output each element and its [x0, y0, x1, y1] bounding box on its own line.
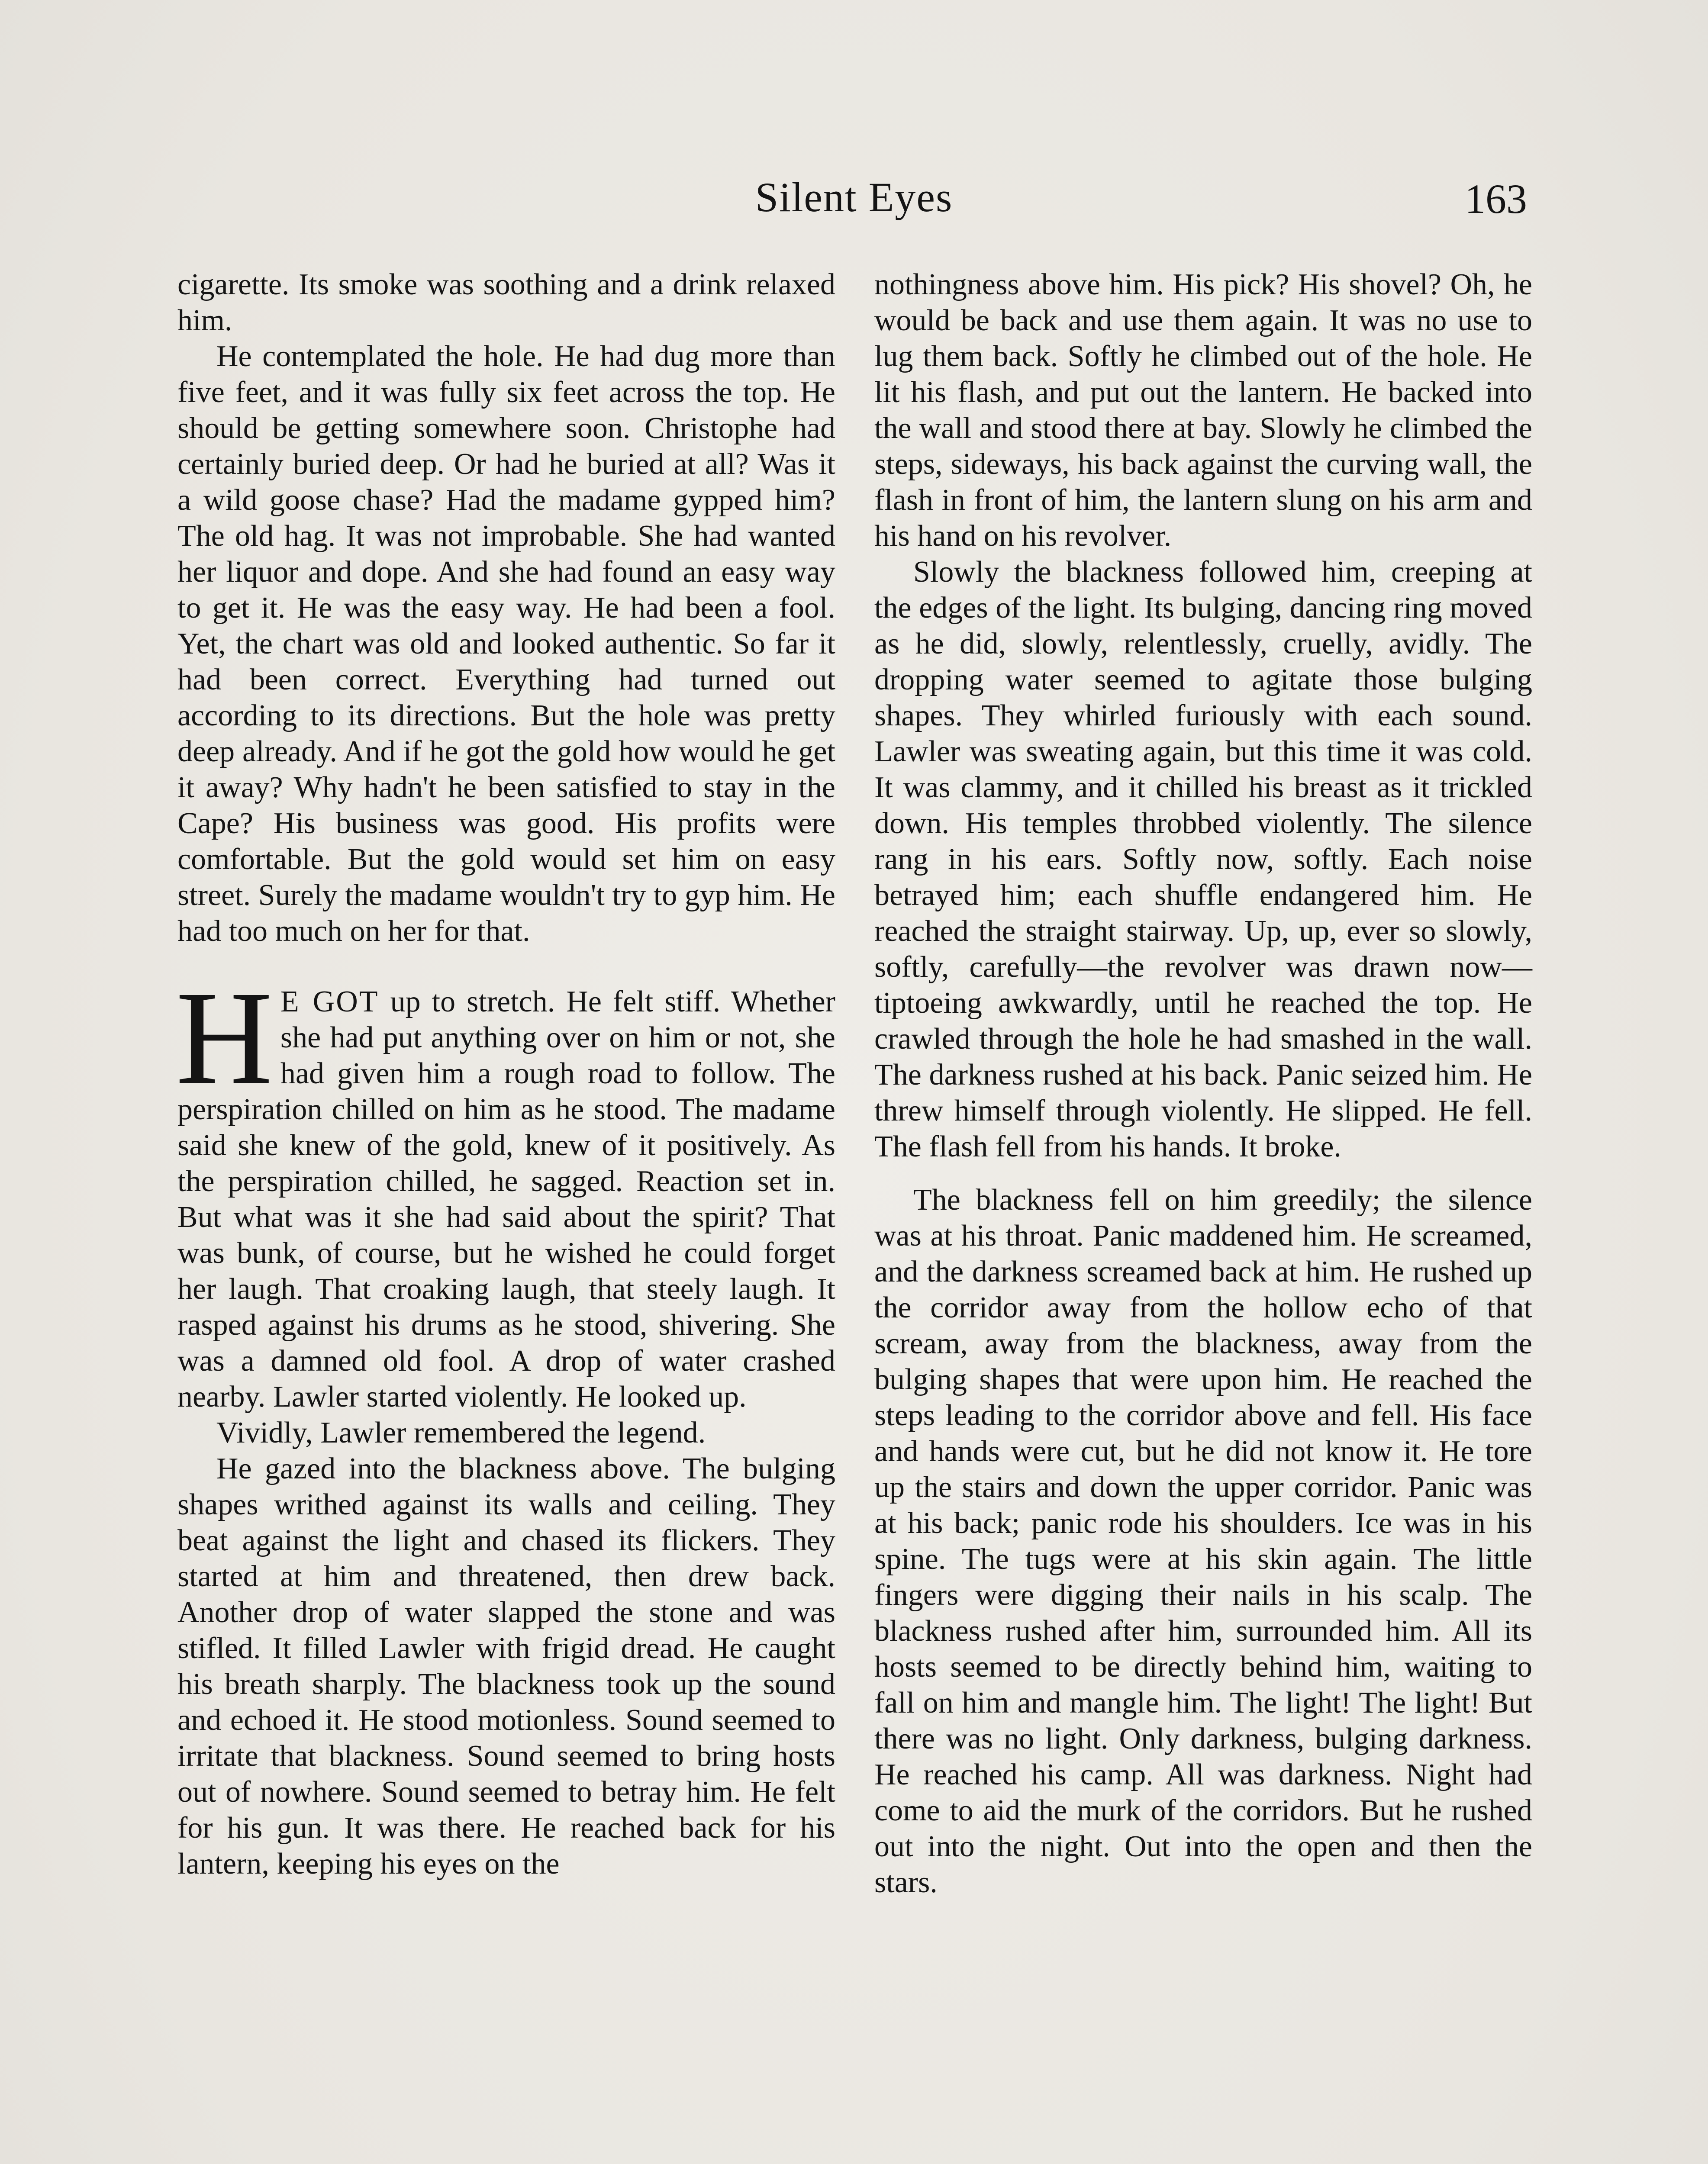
- paragraph-text: up to stretch. He felt stiff. Whether she had put anything over on him or not, she had given him a rough road to follow. The perspiration chilled on him as he stood. The madame said she knew of the gold, knew of it positively. As the perspiration chilled, he sagged. Reaction set in. But what was it she had said about the spirit? That was bunk, of course, but he wished he could forget her laugh. That croaking laugh, that steely laugh. It rasped against his drums as he stood, shivering. She was a damned old fool. A drop of water crashed nearby. Lawler started violently. He looked up.: [177, 985, 835, 1414]
- page-number: 163: [1465, 176, 1527, 222]
- right-column: [874, 267, 1532, 1900]
- running-title: Silent Eyes: [755, 174, 953, 220]
- paragraph: nothingness above him. His pick? His shovel? Oh, he would be back and use them again. It was no use to lug them back. Softly he climbed out of the hole. He lit his flash, and put out the lantern. He backed into the wall and stood there at bay. Slowly he climbed the steps, sideways, his back against the curving wall, the flash in front of him, the lantern slung on his arm and his hand on his revolver.: [874, 268, 1532, 553]
- paragraph: He gazed into the blackness above. The bulging shapes writhed against its walls and ceiling. They beat against the light and chased its flickers. They started at him and threatened, then drew back. Another drop of water slapped the stone and was stifled. It filled Lawler with frigid dread. He caught his breath sharply. The blackness took up the sound and echoed it. He stood motionless. Sound seemed to irritate that blackness. Sound seemed to bring hosts out of nowhere. Sound seemed to betray him. He felt for his gun. It was there. He reached back for his lantern, keeping his eyes on the: [177, 1452, 835, 1881]
- section-opening-paragraph: [176, 964, 835, 1415]
- left-column: [177, 267, 835, 1882]
- paragraph: The blackness fell on him greedily; the silence was at his throat. Panic maddened him. He screamed, and the darkness screamed back at him. He rushed up the corridor away from the hollow echo of that scream, away from the blackness, away from the bulging shapes that were upon him. He reached the steps leading to the corridor above and fell. His face and hands were cut, but he did not know it. He tore up the stairs and down the upper corridor. Panic was at his back; panic rode his shoulders. Ice was in his spine. The tugs were at his skin again. The little fingers were digging their nails in his scalp. The blackness rushed after him, surrounded him. All its hosts seemed to be directly behind him, waiting to fall on him and mangle him. The light! The light! But there was no light. Only darkness, bulging darkness. He reached his camp. All was darkness. Night had come to aid the murk of the corridors. But he rushed out into the night. Out into the open and then the stars.: [874, 1183, 1532, 1899]
- paragraph: Vividly, Lawler remembered the legend.: [216, 1416, 706, 1449]
- drop-cap: H: [176, 964, 273, 1112]
- paragraph: He contemplated the hole. He had dug more than five feet, and it was fully six feet across the top. He should be getting somewhere soon. Christophe had certainly buried deep. Or had he buried at all? Was it a wild goose chase? Had the madame gypped him? The old hag. It was not improbable. She had wanted her liquor and dope. And she had found an easy way to get it. He was the easy way. He had been a fool. Yet, the chart was old and looked authentic. So far it had been correct. Everything had turned out according to its directions. But the hole was pretty deep already. And if he got the gold how would he get it away? Why hadn't he been satisfied to stay in the Cape? His business was good. His profits were comfortable. But the gold would set him on easy street. Surely the madame wouldn't try to gyp him. He had too much on her for that.: [177, 340, 835, 948]
- lead-in-text: E GOT: [280, 985, 379, 1018]
- paragraph: cigarette. Its smoke was soothing and a drink relaxed him.: [177, 268, 835, 337]
- paragraph: Slowly the blackness followed him, creeping at the edges of the light. Its bulging, dancing ring moved as he did, slowly, relentlessly, cruelly, avidly. The dropping water seemed to agitate those bulging shapes. They whirled furiously with each sound. Lawler was sweating again, but this time it was cold. It was clammy, and it chilled his breast as it trickled down. His temples throbbed violently. The silence rang in his ears. Softly now, softly. Each noise betrayed him; each shuffle endangered him. He reached the straight stairway. Up, up, ever so slowly, softly, carefully—the revolver was drawn now—tiptoeing awkwardly, until he reached the top. He crawled through the hole he had smashed in the wall. The darkness rushed at his back. Panic seized him. He threw himself through violently. He slipped. He fell. The flash fell from his hands. It broke.: [874, 555, 1532, 1163]
